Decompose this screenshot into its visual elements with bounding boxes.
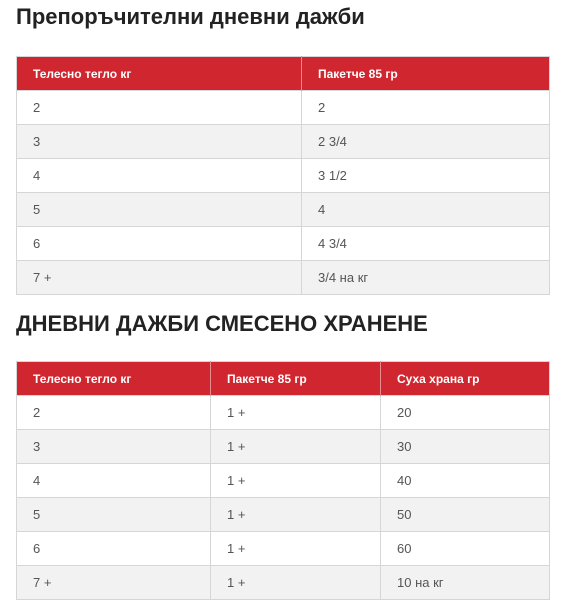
column-header-pouch: Пакетче 85 гр — [211, 362, 381, 396]
table-row — [17, 159, 550, 193]
cell-pouch: 1 + — [211, 498, 381, 532]
cell-pouch: 3/4 на кг — [302, 261, 550, 295]
table-row — [17, 532, 550, 566]
cell-body-weight: 7 + — [17, 261, 302, 295]
cell-dry-food: 60 — [381, 532, 550, 566]
table-row — [17, 125, 550, 159]
column-header-dry-food: Суха храна гр — [381, 362, 550, 396]
column-header-body-weight: Телесно тегло кг — [17, 57, 302, 91]
cell-body-weight: 5 — [17, 193, 302, 227]
cell-pouch: 2 3/4 — [302, 125, 550, 159]
table-row — [17, 91, 550, 125]
cell-body-weight: 4 — [17, 159, 302, 193]
table-row — [17, 430, 550, 464]
table-header-row — [17, 362, 550, 396]
table-header-row — [17, 57, 550, 91]
cell-body-weight: 2 — [17, 396, 211, 430]
cell-pouch: 1 + — [211, 566, 381, 600]
cell-dry-food: 30 — [381, 430, 550, 464]
table-row — [17, 566, 550, 600]
section-title-mixed-feeding-daily-rations: ДНЕВНИ ДАЖБИ СМЕСЕНО ХРАНЕНЕ — [16, 311, 428, 336]
cell-body-weight: 3 — [17, 430, 211, 464]
cell-pouch: 4 3/4 — [302, 227, 550, 261]
cell-pouch: 4 — [302, 193, 550, 227]
cell-dry-food: 10 на кг — [381, 566, 550, 600]
cell-body-weight: 4 — [17, 464, 211, 498]
column-header-body-weight: Телесно тегло кг — [17, 362, 211, 396]
column-header-pouch: Пакетче 85 гр — [302, 57, 550, 91]
table-row — [17, 261, 550, 295]
table-row — [17, 464, 550, 498]
table-row — [17, 396, 550, 430]
table-row — [17, 193, 550, 227]
cell-pouch: 1 + — [211, 430, 381, 464]
cell-dry-food: 50 — [381, 498, 550, 532]
section-title-recommended-daily-rations: Препоръчителни дневни дажби — [16, 4, 365, 29]
cell-pouch: 3 1/2 — [302, 159, 550, 193]
cell-body-weight: 5 — [17, 498, 211, 532]
cell-pouch: 2 — [302, 91, 550, 125]
mixed-feeding-rations-table — [16, 361, 550, 600]
cell-pouch: 1 + — [211, 464, 381, 498]
table-row — [17, 227, 550, 261]
cell-body-weight: 6 — [17, 532, 211, 566]
cell-body-weight: 6 — [17, 227, 302, 261]
cell-dry-food: 40 — [381, 464, 550, 498]
recommended-daily-rations-table — [16, 56, 550, 295]
cell-body-weight: 3 — [17, 125, 302, 159]
cell-body-weight: 2 — [17, 91, 302, 125]
cell-dry-food: 20 — [381, 396, 550, 430]
cell-pouch: 1 + — [211, 532, 381, 566]
cell-pouch: 1 + — [211, 396, 381, 430]
cell-body-weight: 7 + — [17, 566, 211, 600]
table-row — [17, 498, 550, 532]
